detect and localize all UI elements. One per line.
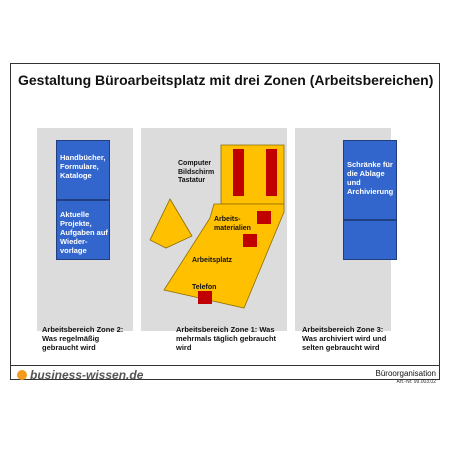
brand-logo-icon bbox=[17, 370, 27, 380]
phone-shape bbox=[198, 291, 212, 304]
page-title: Gestaltung Büroarbeitsplatz mit drei Zonen (Arbeitsbereichen) bbox=[18, 72, 434, 88]
active-projects-label: Aktuelle Projekte, Aufgaben auf Wieder- vorlage bbox=[60, 210, 108, 255]
zone-3-caption: Arbeitsbereich Zone 3: Was archiviert wird und selten gebraucht wird bbox=[302, 325, 387, 352]
zone-2-caption: Arbeitsbereich Zone 2: Was regelmäßig gebraucht wird bbox=[42, 325, 124, 352]
shelf-manuals-label: Handbücher, Formulare, Kataloge bbox=[60, 153, 106, 180]
desk-label: Arbeitsplatz bbox=[192, 257, 233, 264]
materials-tray-shape bbox=[257, 211, 271, 224]
materials-box-shape bbox=[243, 234, 257, 247]
zone-1-caption: Arbeitsbereich Zone 1: Was mehrmals täglich gebraucht wird bbox=[176, 325, 277, 352]
phone-label: Telefon bbox=[192, 284, 217, 291]
footer-divider bbox=[10, 365, 440, 366]
department-label: Büroorganisation bbox=[375, 369, 436, 378]
cabinet-archive-label: Schränke für die Ablage und Archivierung bbox=[347, 160, 394, 196]
materials-label: Arbeits- materialien bbox=[214, 216, 251, 232]
computer-label: Computer Bildschirm Tastatur bbox=[178, 160, 215, 184]
article-number: Art.-Nr. 99.003.02 bbox=[396, 379, 436, 385]
brand-name: business-wissen.de bbox=[30, 368, 144, 382]
side-table-shape bbox=[150, 199, 192, 248]
monitor-left-shape bbox=[233, 149, 244, 196]
monitor-right-shape bbox=[266, 149, 277, 196]
